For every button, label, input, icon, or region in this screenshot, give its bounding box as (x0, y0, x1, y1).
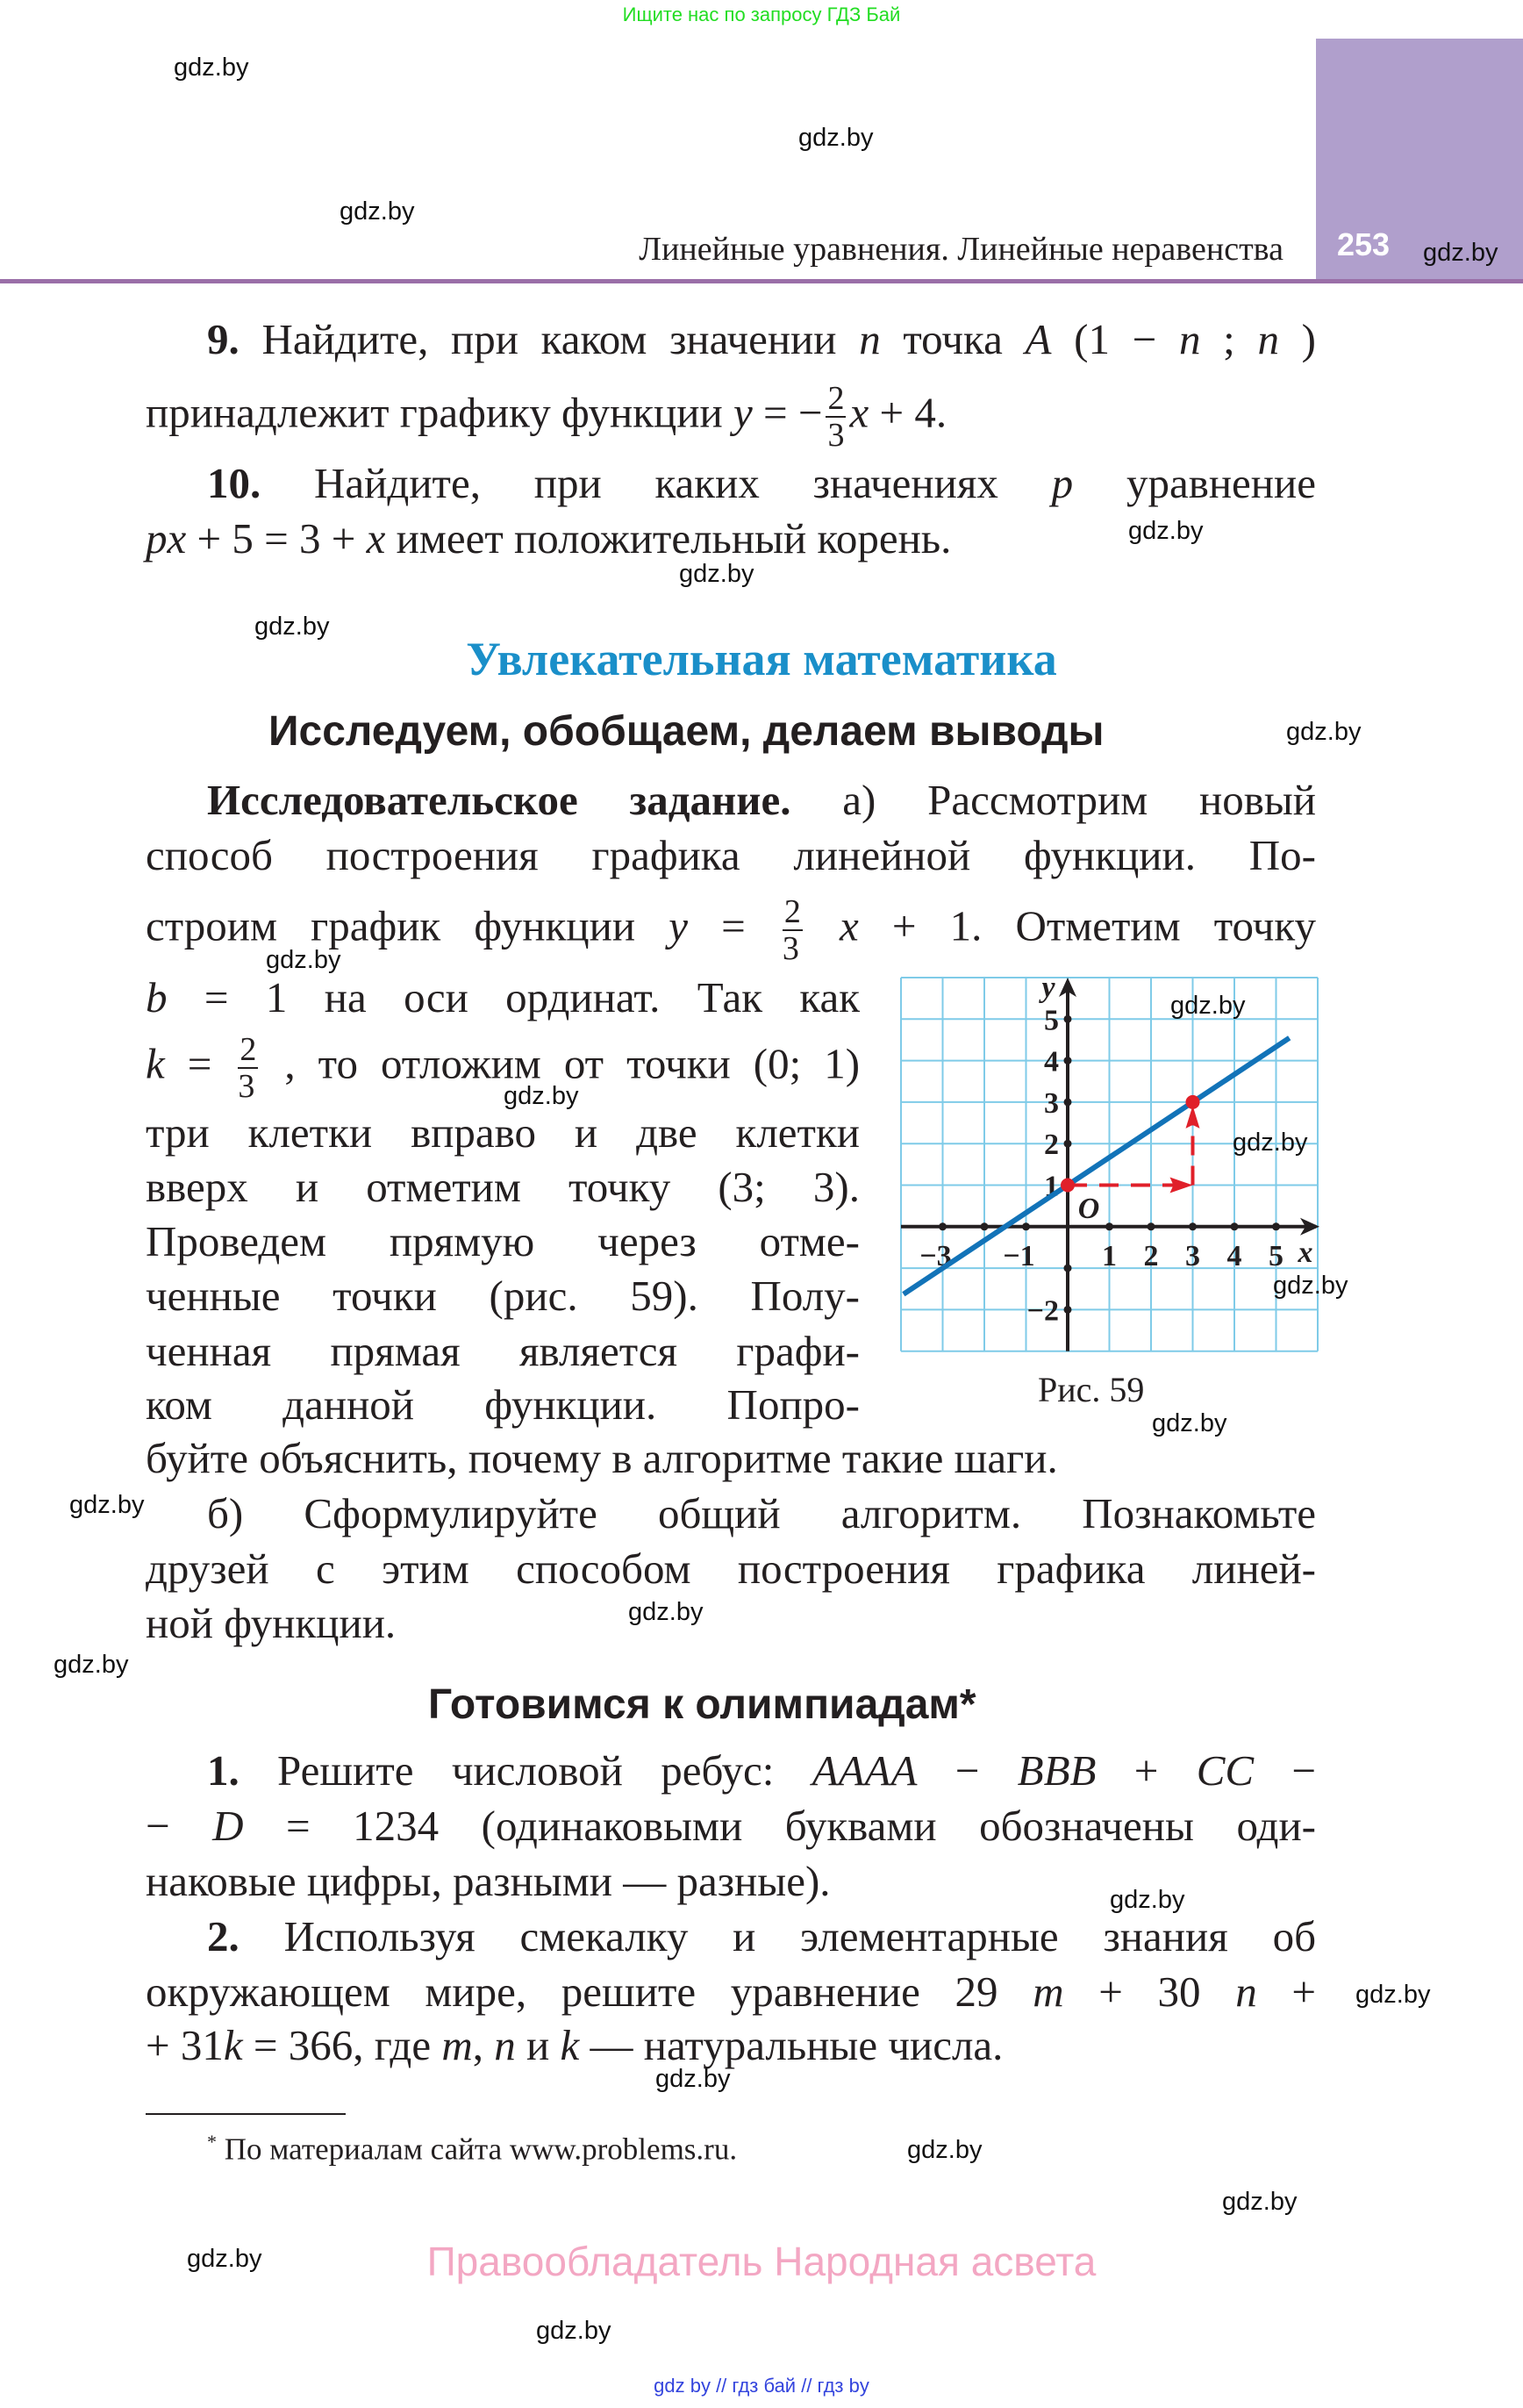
text: имеет положительный корень. (385, 514, 952, 563)
math-variable: m (441, 2021, 473, 2069)
y-tick-dot (1064, 1098, 1072, 1106)
text: − (955, 1746, 1018, 1795)
text: Решите числовой ребус: (277, 1746, 812, 1795)
watermark: gdz.by (1128, 517, 1204, 545)
bold-label: 2. (207, 1912, 240, 1960)
text: буйте объяснить, почему в алгоритме такие шаги. (146, 1434, 1058, 1482)
marked-point (1061, 1179, 1075, 1193)
text: = (721, 901, 779, 950)
watermark: gdz.by (1222, 2188, 1298, 2216)
text: строим график функции (146, 901, 669, 950)
x-tick-dot (1272, 1222, 1280, 1230)
watermark: gdz.by (628, 1598, 704, 1626)
figure-59-graph (895, 970, 1325, 1360)
text-line (207, 1487, 1316, 1541)
y-tick-dot (1064, 1140, 1072, 1148)
y-tick-dot (1064, 1015, 1072, 1023)
text: окружающем мире, решите уравнение 29 (146, 1967, 998, 2016)
text-line (146, 1378, 860, 1432)
running-head: Линейные уравнения. Линейные неравенства (639, 231, 1283, 268)
y-axis-label: y (1041, 971, 1055, 1004)
y-tick-dot (1064, 1265, 1072, 1272)
x-tick-label: 5 (1269, 1239, 1283, 1272)
text-line (207, 773, 1316, 828)
text: Используя смекалку и элементарные знания об (283, 1912, 1316, 1960)
text: = 366, где (242, 2021, 442, 2069)
text: − (1291, 1746, 1316, 1795)
text: друзей с этим способом построения графика линей- (146, 1544, 1316, 1593)
text: ) (1301, 315, 1316, 363)
text-line (146, 1799, 1316, 1853)
math-variable: AAAA (812, 1746, 918, 1795)
numerator: 2 (783, 893, 801, 930)
text-line (146, 512, 951, 566)
y-tick-label: −2 (1026, 1294, 1059, 1328)
y-tick-label: 5 (1044, 1004, 1059, 1037)
x-tick-label: 3 (1185, 1239, 1200, 1272)
text-line (146, 2018, 1003, 2073)
footnote (207, 2131, 737, 2168)
watermark: gdz.by (1355, 1981, 1431, 2009)
math-variable: x (849, 388, 869, 437)
text-line (146, 1324, 860, 1379)
math-variable: D (212, 1802, 244, 1850)
x-tick-dot (981, 1222, 989, 1230)
text: а) Рассмотрим новый (842, 776, 1317, 824)
text: , (472, 2021, 495, 2069)
math-variable: y (669, 901, 688, 950)
math-variable: y (733, 388, 753, 437)
math-variable: x (366, 514, 386, 563)
text: ной функции. (146, 1599, 397, 1647)
text: (1 − (1074, 315, 1179, 363)
text: + 30 (1098, 1967, 1201, 2016)
text: точка (903, 315, 1026, 363)
bold-label: 1. (207, 1746, 240, 1795)
watermark: gdz.by (907, 2136, 983, 2164)
x-tick-dot (1189, 1222, 1197, 1230)
x-tick-dot (1022, 1222, 1030, 1230)
footnote-rule (146, 2113, 346, 2115)
x-tick-label: −3 (919, 1239, 952, 1272)
x-axis-label: x (1298, 1236, 1313, 1269)
text-line (207, 1910, 1316, 1964)
denominator: 3 (827, 417, 845, 454)
denominator: 3 (238, 1068, 255, 1105)
text: = (187, 1039, 235, 1088)
text: принадлежит графику функции (146, 388, 733, 437)
watermark: gdz.by (1233, 1129, 1308, 1157)
math-variable: p (1051, 459, 1074, 507)
watermark: gdz.by (655, 2065, 731, 2093)
text: Найдите, при каких значениях (314, 459, 1052, 507)
math-variable: k (560, 2021, 580, 2069)
math-variable: CC (1196, 1746, 1255, 1795)
text: + 4. (869, 388, 947, 437)
fraction (783, 894, 803, 966)
x-tick-dot (1105, 1222, 1113, 1230)
text: ; (1223, 315, 1258, 363)
math-variable: px (146, 514, 187, 563)
text-line (146, 1542, 1316, 1596)
text: б) Сформулируйте общий алгоритм. Познакомьте (207, 1489, 1316, 1537)
math-variable: n (1178, 315, 1201, 363)
text-line (146, 1106, 860, 1160)
x-tick-label: 2 (1143, 1239, 1159, 1272)
watermark: gdz.by (54, 1651, 129, 1679)
math-variable: b (146, 973, 168, 1021)
text: вверх и отметим точку (3; 3). (146, 1163, 860, 1211)
x-tick-label: −1 (1003, 1239, 1035, 1272)
math-variable: n (494, 2021, 516, 2069)
text: Найдите, при каком значении (261, 315, 860, 363)
math-variable: n (1235, 1967, 1257, 2016)
watermark: gdz.by (1423, 239, 1498, 267)
bold-label: Исследовательское задание. (207, 776, 791, 824)
text: — натуральные числа. (579, 2021, 1004, 2069)
text-line (146, 1160, 860, 1215)
text: , то отложим от точки (0; 1) (284, 1039, 861, 1088)
bold-label: 9. (207, 315, 240, 363)
math-variable: k (146, 1039, 165, 1088)
watermark: gdz.by (254, 613, 330, 641)
math-variable: A (1025, 315, 1052, 363)
text: = − (752, 388, 823, 437)
x-tick-dot (939, 1222, 947, 1230)
fraction (826, 381, 846, 453)
y-tick-dot (1064, 1057, 1072, 1064)
text: наковые цифры, разными — разные). (146, 1857, 831, 1905)
x-tick-dot (1148, 1222, 1155, 1230)
text-line (146, 1215, 860, 1269)
text: три клетки вправо и две клетки (146, 1108, 860, 1157)
footnote-text: По материалам сайта www.problems.ru. (217, 2132, 738, 2167)
text: + 5 = 3 + (186, 514, 367, 563)
text-line (146, 1596, 396, 1651)
text: ченные точки (рис. 59). Полу- (146, 1272, 860, 1320)
numerator: 2 (827, 380, 845, 417)
top-banner: Ищите нас по запросу ГДЗ Бай (622, 4, 901, 25)
text-line (146, 828, 1316, 883)
text-line (146, 1431, 1058, 1486)
header-rule (0, 279, 1523, 283)
y-tick-dot (1064, 1306, 1072, 1314)
figure-caption: Рис. 59 (1038, 1370, 1145, 1409)
x-tick-label: 4 (1226, 1239, 1242, 1272)
watermark: gdz.by (1152, 1409, 1227, 1437)
math-variable: k (223, 2021, 243, 2069)
math-variable: n (859, 315, 881, 363)
text-line (146, 1269, 860, 1323)
fraction (238, 1032, 258, 1104)
y-tick-label: 2 (1044, 1129, 1059, 1162)
text: способ построения графика линейной функции. По- (146, 831, 1316, 879)
text: = 1 на оси ординат. Так как (204, 973, 860, 1021)
text: ком данной функции. Попро- (146, 1380, 860, 1429)
watermark: gdz.by (798, 124, 874, 152)
watermark: gdz.by (504, 1082, 579, 1110)
olympiad-title: Готовимся к олимпиадам* (428, 1681, 976, 1728)
watermark: gdz.by (340, 197, 415, 226)
text-line (146, 1965, 1316, 2019)
x-tick-dot (1231, 1222, 1239, 1230)
denominator: 3 (782, 930, 799, 967)
numerator: 2 (240, 1031, 257, 1068)
watermark: gdz.by (536, 2317, 611, 2345)
text-line (207, 456, 1316, 511)
copyright-notice: Правообладатель Народная асвета (426, 2239, 1097, 2284)
math-variable: n (1257, 315, 1279, 363)
math-variable: m (1033, 1967, 1064, 2016)
watermark: gdz.by (69, 1491, 145, 1519)
y-tick-label: 3 (1044, 1086, 1059, 1120)
watermark: gdz.by (1110, 1886, 1185, 1914)
watermark: gdz.by (266, 946, 341, 974)
text-line (146, 1854, 831, 1909)
watermark: gdz.by (187, 2245, 262, 2273)
watermark: gdz.by (679, 560, 754, 588)
bold-label: 10. (207, 459, 261, 507)
text: = 1234 (одинаковыми буквами обозначены оди- (286, 1802, 1317, 1850)
text: + 1. Отметим точку (891, 901, 1317, 950)
bottom-links[interactable]: gdz by // гдз бай // гдз by (654, 2375, 869, 2397)
text: + 31 (146, 2021, 224, 2069)
subsection-title: Исследуем, обобщаем, делаем выводы (268, 708, 1105, 755)
text: ченная прямая является графи- (146, 1327, 860, 1375)
y-tick-label: 4 (1044, 1045, 1059, 1079)
watermark: gdz.by (1273, 1272, 1348, 1300)
text-line (146, 380, 947, 454)
marked-point (1186, 1095, 1200, 1109)
text: − (146, 1802, 213, 1850)
x-tick-label: 1 (1102, 1239, 1117, 1272)
watermark: gdz.by (1170, 992, 1246, 1020)
math-variable: x (839, 901, 859, 950)
page-number: 253 (1337, 226, 1391, 262)
math-variable: BBB (1017, 1746, 1097, 1795)
watermark: gdz.by (1286, 718, 1362, 746)
text: уравнение (1126, 459, 1317, 507)
text-line (207, 312, 1316, 367)
watermark: gdz.by (174, 54, 249, 82)
text: + (1291, 1967, 1317, 2016)
text: + (1133, 1746, 1197, 1795)
footnote-mark: * (207, 2131, 217, 2153)
y-tick-label: 1 (1044, 1170, 1059, 1203)
text: и (515, 2021, 561, 2069)
section-title: Увлекательная математика (466, 633, 1057, 685)
origin-label: O (1077, 1192, 1100, 1225)
text: Проведем прямую через отме- (146, 1217, 860, 1265)
text-line (146, 971, 860, 1025)
text-line (207, 1744, 1316, 1798)
